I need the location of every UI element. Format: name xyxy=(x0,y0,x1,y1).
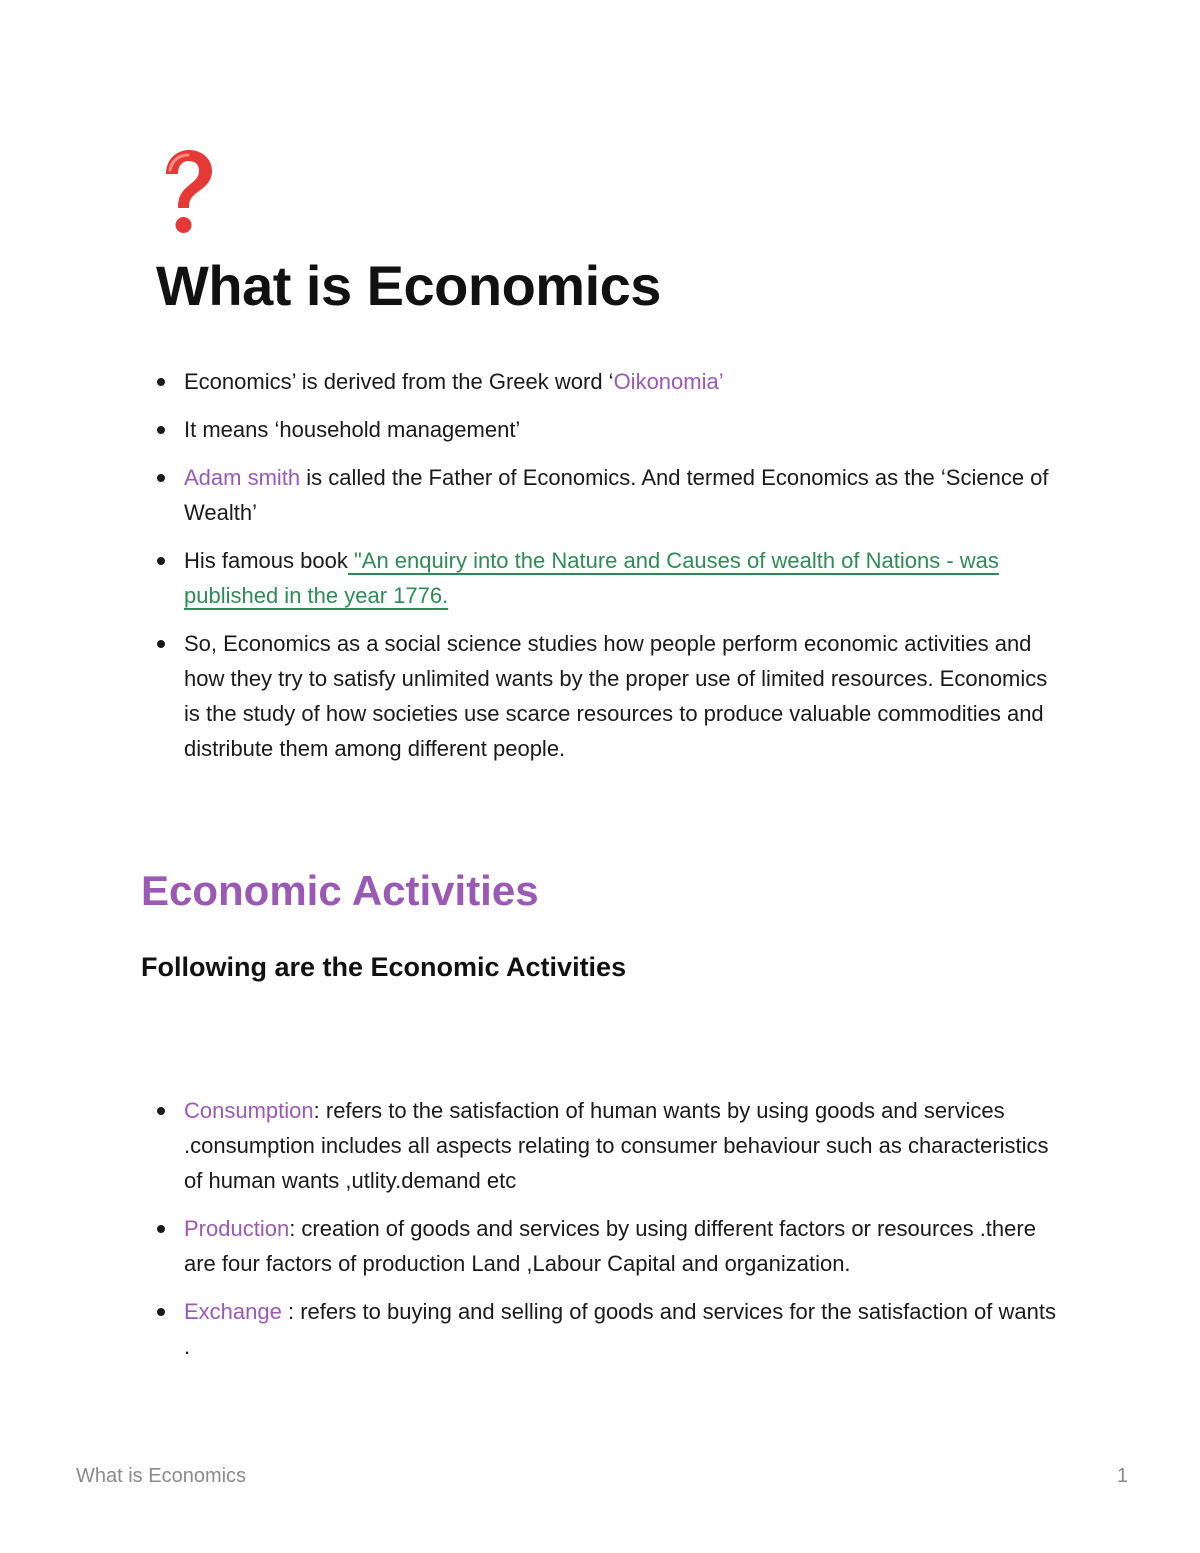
list-item: Economics’ is derived from the Greek word ‘Oikonomia’ xyxy=(156,364,1056,399)
footer-page-number: 1 xyxy=(1116,1465,1128,1487)
book-link[interactable]: "An enquiry into the Nature and Causes of wealth of Nations - was published in the year 1776. xyxy=(184,548,999,608)
list-item: Adam smith is called the Father of Economics. And termed Economics as the ‘Science of Wealth’ xyxy=(156,460,1056,530)
activities-list xyxy=(156,1093,1056,1377)
term-consumption: Consumption xyxy=(184,1098,314,1123)
list-item: Consumption: refers to the satisfaction of human wants by using goods and services .consumption includes all aspects relating to consumer behaviour such as characteristics of human wants ,utlity.demand etc xyxy=(156,1093,1056,1198)
term-production: Production xyxy=(184,1216,290,1241)
question-mark-icon xyxy=(158,148,216,240)
list-item: Exchange : refers to buying and selling of goods and services for the satisfaction of wants . xyxy=(156,1294,1056,1364)
section-heading: Economic Activities xyxy=(141,867,539,914)
subheading: Following are the Economic Activities xyxy=(141,952,627,982)
list-item: Production: creation of goods and services by using different factors or resources .there are four factors of production Land ,Labour Capital and organization. xyxy=(156,1211,1056,1281)
list-item: So, Economics as a social science studies how people perform economic activities and how they try to satisfy unlimited wants by the proper use of limited resources. Economics is the study of how societies use scarce resources to produce valuable commodities and distribute them among different people. xyxy=(156,626,1056,766)
page-title: What is Economics xyxy=(156,254,661,317)
list-item: It means ‘household management’ xyxy=(156,412,1056,447)
term-adam-smith: Adam smith xyxy=(184,465,301,490)
term-exchange: Exchange xyxy=(184,1299,282,1324)
list-item: His famous book "An enquiry into the Nature and Causes of wealth of Nations - was published in the year 1776. xyxy=(156,543,1056,613)
footer-doc-title: What is Economics xyxy=(76,1465,247,1487)
term-oikonomia: Oikonomia’ xyxy=(613,369,724,394)
intro-list xyxy=(156,364,1056,779)
